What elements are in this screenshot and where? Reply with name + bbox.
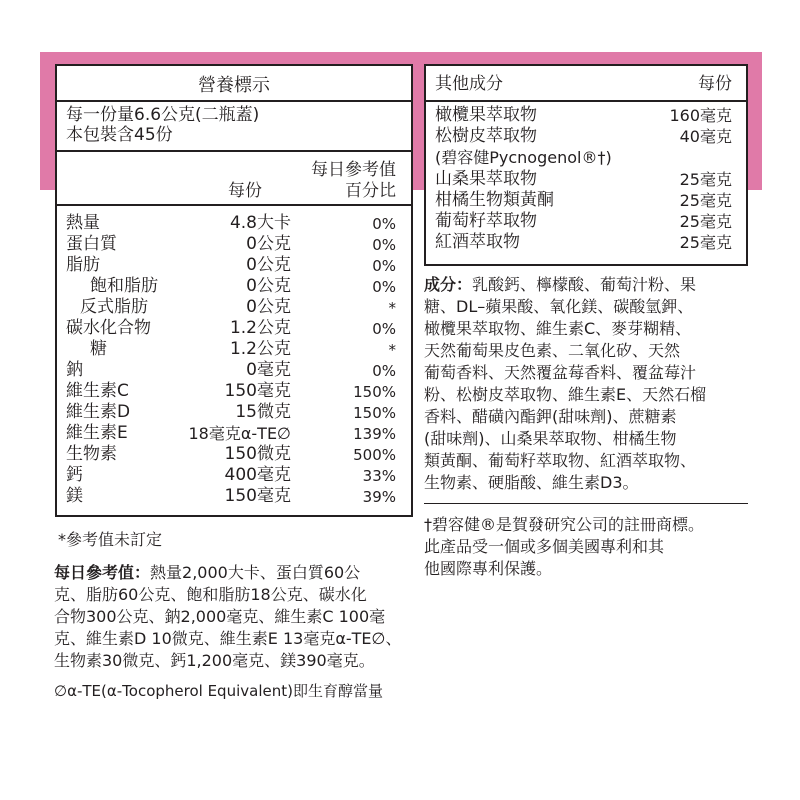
- ingredients-label: 成分：: [424, 275, 473, 294]
- ingredient-name: 松樹皮萃取物: [435, 126, 537, 146]
- daily-ref-text: 合物300公克、鈉2,000毫克、維生素C 100毫: [54, 607, 386, 626]
- nutrient-amount: 1.2公克: [229, 339, 291, 359]
- nutrient-dv: 0%: [372, 362, 396, 380]
- trademark-text: 此產品受一個或多個美國專利和其: [424, 537, 665, 556]
- nutrient-dv: 39%: [362, 488, 396, 506]
- nutrient-dv: 150%: [353, 404, 396, 422]
- ingredient-name: 山桑果萃取物: [435, 169, 537, 189]
- trademark-text: †碧容健®是賀發研究公司的註冊商標。: [424, 515, 705, 534]
- nutrient-amount: 0公克: [246, 234, 291, 254]
- nutrient-dv: 0%: [372, 215, 396, 233]
- nutrient-amount: 150毫克: [224, 381, 291, 401]
- nutrient-name: 鈉: [66, 360, 83, 380]
- nutrient-name: 維生素D: [66, 402, 131, 422]
- ingredients-text: 粉、松樹皮萃取物、維生素E、天然石榴: [424, 385, 707, 404]
- nutrient-name: 蛋白質: [66, 234, 117, 254]
- trademark-note: [424, 514, 764, 580]
- nutrient-name: 維生素E: [66, 423, 128, 443]
- ingredient-amount: 160毫克: [669, 106, 732, 125]
- nutrient-amount: 0公克: [246, 276, 291, 296]
- nutrient-dv: *: [388, 299, 396, 317]
- trademark-text: 他國際專利保護。: [424, 559, 553, 578]
- other-ingredients-panel: [424, 64, 748, 266]
- nutrient-dv: 139%: [353, 425, 396, 443]
- divider: [57, 150, 411, 152]
- nutrient-amount: 0公克: [246, 297, 291, 317]
- serving-size: 每一份量6.6公克(二瓶蓋): [66, 105, 260, 125]
- divider: [424, 503, 748, 504]
- ingredients-text: 糖、DL–蘋果酸、氧化鎂、碳酸氫鉀、: [424, 297, 694, 316]
- col-header-percent: 百分比: [345, 181, 396, 201]
- nutrition-facts-panel: [55, 64, 413, 517]
- nutrient-dv: 150%: [353, 383, 396, 401]
- nutrient-amount: 1.2公克: [229, 318, 291, 338]
- col-header-per-serving: 每份: [228, 181, 262, 201]
- nutrient-dv: 0%: [372, 236, 396, 254]
- nutrient-name: 鎂: [66, 486, 83, 506]
- ingredient-amount: 25毫克: [679, 212, 732, 231]
- ingredient-name: 柑橘生物類黃酮: [435, 190, 554, 210]
- ingredient-name: 葡萄籽萃取物: [435, 211, 537, 231]
- ingredients-list: [424, 274, 754, 494]
- ingredients-text: 葡萄香料、天然覆盆莓香料、覆盆莓汁: [424, 363, 697, 382]
- daily-ref-text: 熱量2,000大卡、蛋白質60公: [150, 563, 361, 582]
- nutrient-name: 生物素: [66, 444, 117, 464]
- col-header-per-serving: 每份: [698, 74, 732, 94]
- divider: [57, 100, 411, 102]
- nutrient-amount: 0公克: [246, 255, 291, 275]
- nutrient-dv: 500%: [353, 446, 396, 464]
- ingredient-amount: 25毫克: [679, 233, 732, 252]
- nutrient-name: 反式脂肪: [80, 297, 148, 317]
- nutrient-name: 熱量: [66, 213, 100, 233]
- nutrient-amount: 18毫克α-TE∅: [188, 424, 291, 443]
- ingredients-text: 天然葡萄果皮色素、二氧化矽、天然: [424, 341, 681, 360]
- nutrient-name: 維生素C: [66, 381, 129, 401]
- ingredient-amount: 25毫克: [679, 191, 732, 210]
- nutrient-amount: 150毫克: [224, 486, 291, 506]
- ingredients-text: 橄欖果萃取物、維生素C、麥芽糊精、: [424, 319, 692, 338]
- ingredient-name: 橄欖果萃取物: [435, 105, 537, 125]
- nutrient-dv: 0%: [372, 320, 396, 338]
- nutrient-name: 糖: [90, 339, 107, 359]
- other-ingredients-title: 其他成分: [435, 74, 503, 94]
- daily-ref-text: 克、維生素D 10微克、維生素E 13毫克α-TE∅、: [54, 629, 402, 648]
- nutrient-name: 脂肪: [66, 255, 100, 275]
- nutrient-dv: 0%: [372, 257, 396, 275]
- nutrition-title: 營養標示: [198, 75, 270, 96]
- daily-ref-text: 克、脂肪60公克、飽和脂肪18公克、碳水化: [54, 585, 367, 604]
- nutrient-name: 鈣: [66, 465, 83, 485]
- ingredient-name: (碧容健Pycnogenol®†): [435, 148, 612, 167]
- ingredient-name: 紅酒萃取物: [435, 232, 520, 252]
- nutrient-amount: 4.8大卡: [229, 213, 291, 233]
- nutrient-amount: 150微克: [224, 444, 291, 464]
- nutrient-name: 飽和脂肪: [90, 276, 158, 296]
- divider: [426, 100, 746, 102]
- daily-ref-text: 生物素30微克、鈣1,200毫克、鎂390毫克。: [54, 651, 375, 670]
- ingredients-text: 香料、醋磺內酯鉀(甜味劑)、蔗糖素: [424, 407, 677, 426]
- daily-ref-label: 每日參考值：: [54, 563, 151, 582]
- footnote-not-established: *參考值未訂定: [58, 530, 163, 549]
- nutrient-dv: 0%: [372, 278, 396, 296]
- nutrient-amount: 400毫克: [224, 465, 291, 485]
- daily-reference-note: [54, 562, 416, 672]
- nutrient-name: 碳水化合物: [66, 318, 151, 338]
- divider: [57, 204, 411, 206]
- nutrient-dv: 33%: [362, 467, 396, 485]
- nutrient-dv: *: [388, 341, 396, 359]
- ingredients-text: 乳酸鈣、檸檬酸、葡萄汁粉、果: [472, 275, 697, 294]
- nutrient-amount: 0毫克: [246, 360, 291, 380]
- ingredients-text: 生物素、硬脂酸、維生素D3。: [424, 473, 639, 492]
- ingredients-text: (甜味劑)、山桑果萃取物、柑橘生物: [424, 429, 677, 448]
- te-note: ∅α-TE(α-Tocopherol Equivalent)即生育醇當量: [54, 682, 383, 700]
- nutrient-amount: 15微克: [235, 402, 291, 422]
- ingredient-amount: 25毫克: [679, 170, 732, 189]
- ingredient-amount: 40毫克: [679, 127, 732, 146]
- servings-per-package: 本包裝含45份: [66, 125, 173, 145]
- ingredients-text: 類黃酮、葡萄籽萃取物、紅酒萃取物、: [424, 451, 697, 470]
- col-header-daily-ref: 每日參考值: [311, 160, 396, 180]
